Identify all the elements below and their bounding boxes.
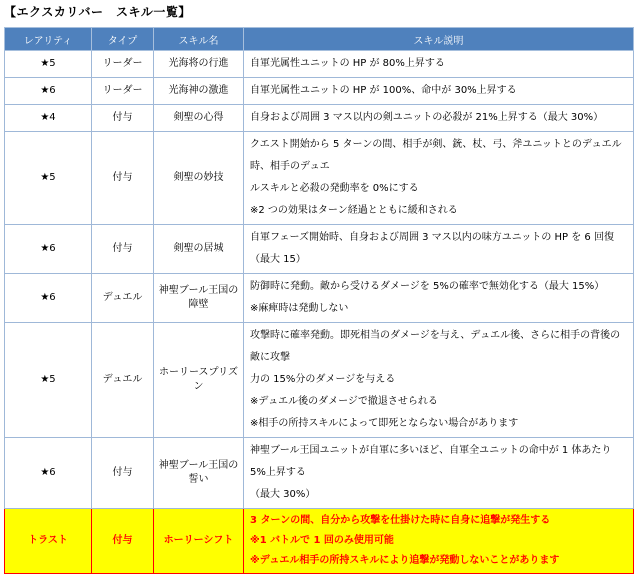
description-cell bbox=[244, 51, 634, 78]
description-line: ※麻痺時は発動しない bbox=[250, 303, 349, 314]
skill-name-cell: 光海神の激進 bbox=[154, 78, 244, 105]
table-row bbox=[5, 438, 634, 509]
type-cell: デュエル bbox=[92, 323, 154, 438]
description-line: ※2 つの効果はターン経過とともに緩和される bbox=[250, 205, 458, 216]
table-row bbox=[5, 274, 634, 323]
rarity-cell: ★5 bbox=[5, 132, 92, 225]
description-cell bbox=[244, 509, 634, 574]
description-line: 神聖ブール王国ユニットが自軍に多いほど、自軍全ユニットの命中が 1 体あたり 5%上昇する bbox=[250, 445, 612, 478]
description-line: 自軍光属性ユニットの HP が 80%上昇する bbox=[250, 58, 445, 69]
type-cell: 付与 bbox=[92, 438, 154, 509]
type-cell: 付与 bbox=[92, 509, 154, 574]
description-line: 自軍光属性ユニットの HP が 100%、命中が 30%上昇する bbox=[250, 85, 517, 96]
description-line: 自軍フェーズ開始時、自身および周囲 3 マス以内の味方ユニットの HP を 6 回復（最大 15） bbox=[250, 232, 614, 265]
skill-name-cell: ホーリースプリズン bbox=[154, 323, 244, 438]
table-row bbox=[5, 225, 634, 274]
table-row bbox=[5, 51, 634, 78]
description-line: 自身および周囲 3 マス以内の剣ユニットの必殺が 21%上昇する（最大 30%） bbox=[250, 112, 604, 123]
description-cell bbox=[244, 132, 634, 225]
rarity-cell: ★4 bbox=[5, 105, 92, 132]
type-cell: 付与 bbox=[92, 132, 154, 225]
page-title: 【エクスカリバー スキル一覧】 bbox=[4, 5, 191, 19]
type-cell: 付与 bbox=[92, 105, 154, 132]
rarity-cell: ★5 bbox=[5, 51, 92, 78]
skill-name-cell: 剣聖の居城 bbox=[154, 225, 244, 274]
rarity-cell: ★6 bbox=[5, 225, 92, 274]
rarity-cell: ★6 bbox=[5, 78, 92, 105]
description-line: 防御時に発動。敵から受けるダメージを 5%の確率で無効化する（最大 15%） bbox=[250, 281, 605, 292]
skill-name-cell: 神聖ブール王国の障壁 bbox=[154, 274, 244, 323]
header-skill-name: スキル名 bbox=[154, 28, 244, 51]
description-line: クエスト開始から 5 ターンの間、相手が剣、銃、杖、弓、斧ユニットとのデュエル時、相手のデュエ bbox=[250, 139, 622, 172]
description-line: （最大 30%） bbox=[250, 489, 316, 500]
skill-name-cell: 神聖ブール王国の誓い bbox=[154, 438, 244, 509]
skill-name-cell: 剣聖の心得 bbox=[154, 105, 244, 132]
description-cell bbox=[244, 78, 634, 105]
description-line: 攻撃時に確率発動。即死相当のダメージを与え、デュエル後、さらに相手の背後の敵に攻撃 bbox=[250, 330, 621, 363]
description-line: ※デュエル相手の所持スキルにより追撃が発動しないことがあります bbox=[250, 555, 560, 566]
header-description: スキル説明 bbox=[244, 28, 634, 51]
header-type: タイプ bbox=[92, 28, 154, 51]
table-row bbox=[5, 132, 634, 225]
description-cell bbox=[244, 225, 634, 274]
table-row bbox=[5, 105, 634, 132]
table-row bbox=[5, 509, 634, 574]
type-cell: デュエル bbox=[92, 274, 154, 323]
description-line: ※1 バトルで 1 回のみ使用可能 bbox=[250, 535, 394, 546]
description-cell bbox=[244, 105, 634, 132]
type-cell: 付与 bbox=[92, 225, 154, 274]
skill-name-cell: ホーリーシフト bbox=[154, 509, 244, 574]
skill-name-cell: 光海将の行進 bbox=[154, 51, 244, 78]
description-line: ルスキルと必殺の発動率を 0%にする bbox=[250, 183, 419, 194]
rarity-cell: トラスト bbox=[5, 509, 92, 574]
description-line: 3 ターンの間、自分から攻撃を仕掛けた時に自身に追撃が発生する bbox=[250, 515, 551, 526]
table-row bbox=[5, 323, 634, 438]
description-cell bbox=[244, 438, 634, 509]
description-line: 力の 15%分のダメージを与える bbox=[250, 374, 396, 385]
table-row bbox=[5, 78, 634, 105]
rarity-cell: ★6 bbox=[5, 274, 92, 323]
header-row bbox=[5, 28, 634, 51]
description-cell bbox=[244, 274, 634, 323]
header-rarity: レアリティ bbox=[5, 28, 92, 51]
description-line: ※相手の所持スキルによって即死とならない場合があります bbox=[250, 418, 519, 429]
description-cell bbox=[244, 323, 634, 438]
rarity-cell: ★6 bbox=[5, 438, 92, 509]
type-cell: リーダー bbox=[92, 78, 154, 105]
type-cell: リーダー bbox=[92, 51, 154, 78]
rarity-cell: ★5 bbox=[5, 323, 92, 438]
skill-name-cell: 剣聖の妙技 bbox=[154, 132, 244, 225]
skill-table bbox=[4, 27, 634, 574]
description-line: ※デュエル後のダメージで撤退させられる bbox=[250, 396, 438, 407]
